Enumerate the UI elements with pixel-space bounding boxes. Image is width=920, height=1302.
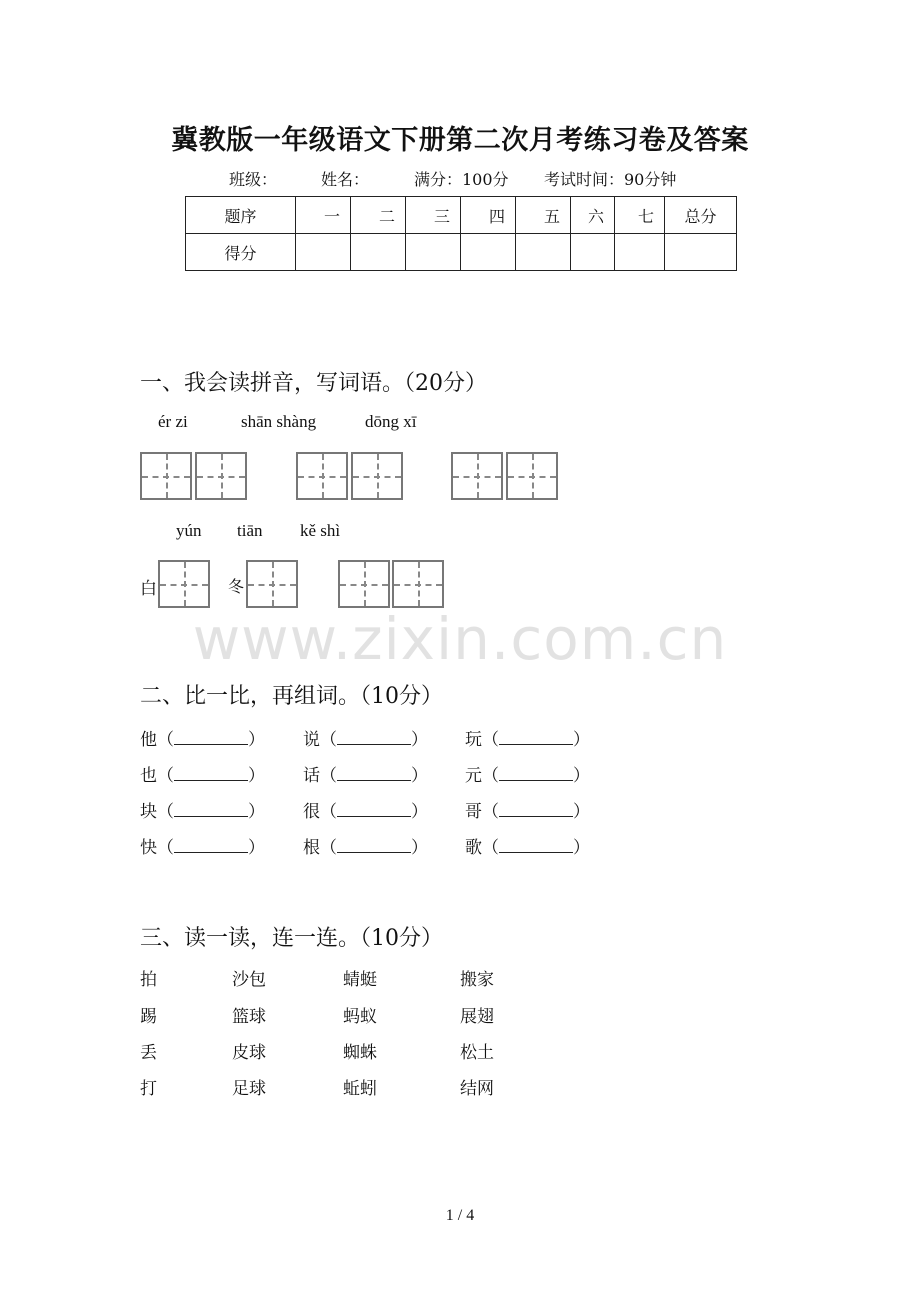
match-item[interactable]: 皮球: [232, 1043, 266, 1063]
score-cell[interactable]: [615, 234, 665, 271]
word-char: 元: [465, 766, 482, 786]
word-char: 也: [140, 766, 157, 786]
match-item[interactable]: 丢: [140, 1043, 157, 1063]
answer-blank[interactable]: [499, 766, 573, 781]
match-item[interactable]: 打: [140, 1079, 157, 1099]
score-header-cell: 六: [571, 197, 615, 234]
answer-blank[interactable]: [337, 730, 411, 745]
class-label: 班级：: [229, 170, 278, 189]
writing-box[interactable]: [140, 452, 192, 500]
name-label: 姓名：: [321, 170, 370, 189]
section2-heading: 二、比一比，再组词。（10分）: [140, 684, 443, 709]
writing-box[interactable]: [451, 452, 503, 500]
match-item[interactable]: 蚂蚁: [343, 1007, 377, 1027]
writing-box[interactable]: [338, 560, 390, 608]
answer-blank[interactable]: [499, 730, 573, 745]
score-cell[interactable]: [296, 234, 351, 271]
score-header-cell: 七: [615, 197, 665, 234]
score-row-label: 得分: [186, 234, 296, 271]
score-header-cell: 五: [516, 197, 571, 234]
word-char: 歌: [465, 838, 482, 858]
word-item: 块（ ）: [140, 802, 265, 822]
word-item: 他（ ）: [140, 730, 265, 750]
answer-blank[interactable]: [337, 766, 411, 781]
score-cell[interactable]: [516, 234, 571, 271]
given-character: 白: [140, 579, 157, 599]
word-item: 元（ ）: [465, 766, 590, 786]
word-item: 哥（ ）: [465, 802, 590, 822]
answer-blank[interactable]: [174, 802, 248, 817]
writing-box[interactable]: [351, 452, 403, 500]
word-char: 很: [303, 802, 320, 822]
word-item: 话（ ）: [303, 766, 428, 786]
answer-blank[interactable]: [337, 838, 411, 853]
word-char: 哥: [465, 802, 482, 822]
word-char: 说: [303, 730, 320, 750]
word-char: 根: [303, 838, 320, 858]
score-header-cell: 题序: [186, 197, 296, 234]
writing-box[interactable]: [246, 560, 298, 608]
word-item: 说（ ）: [303, 730, 428, 750]
score-header-cell: 一: [296, 197, 351, 234]
match-item[interactable]: 踢: [140, 1007, 157, 1027]
answer-blank[interactable]: [337, 802, 411, 817]
match-item[interactable]: 蚯蚓: [343, 1079, 377, 1099]
page-number: 1 / 4: [445, 1207, 475, 1224]
pinyin-label: kě shì: [300, 521, 341, 540]
writing-box[interactable]: [296, 452, 348, 500]
answer-blank[interactable]: [174, 730, 248, 745]
word-item: 快（ ）: [140, 838, 265, 858]
pinyin-label: ér zi: [158, 412, 188, 431]
pinyin-label: tiān: [237, 521, 263, 540]
pinyin-label: dōng xī: [365, 412, 417, 431]
writing-box[interactable]: [195, 452, 247, 500]
match-item[interactable]: 结网: [460, 1079, 494, 1099]
writing-box[interactable]: [392, 560, 444, 608]
answer-blank[interactable]: [174, 766, 248, 781]
match-item[interactable]: 蜻蜓: [343, 970, 377, 990]
section3-heading: 三、读一读，连一连。（10分）: [140, 926, 443, 951]
pinyin-label: shān shàng: [241, 412, 317, 431]
score-header-cell: 四: [461, 197, 516, 234]
full-score: 满分：100分: [414, 170, 509, 189]
match-item[interactable]: 拍: [140, 970, 157, 990]
score-header-cell: 三: [406, 197, 461, 234]
score-cell[interactable]: [571, 234, 615, 271]
given-character: 冬: [228, 577, 245, 596]
word-item: 玩（ ）: [465, 730, 590, 750]
score-cell[interactable]: [665, 234, 737, 271]
word-char: 他: [140, 730, 157, 750]
score-cell[interactable]: [406, 234, 461, 271]
match-item[interactable]: 松土: [460, 1043, 494, 1063]
pinyin-label: yún: [176, 521, 202, 540]
match-item[interactable]: 蜘蛛: [343, 1043, 377, 1063]
page-title: 冀教版一年级语文下册第二次月考练习卷及答案: [171, 125, 749, 156]
writing-box[interactable]: [158, 560, 210, 608]
answer-blank[interactable]: [499, 802, 573, 817]
exam-time: 考试时间：90分钟: [544, 170, 677, 189]
word-char: 话: [303, 766, 320, 786]
writing-box[interactable]: [506, 452, 558, 500]
answer-blank[interactable]: [499, 838, 573, 853]
match-item[interactable]: 足球: [232, 1079, 266, 1099]
word-item: 也（ ）: [140, 766, 265, 786]
score-table: [185, 196, 737, 271]
watermark: www.zixin.com.cn: [192, 605, 728, 673]
word-item: 根（ ）: [303, 838, 428, 858]
match-item[interactable]: 篮球: [232, 1007, 266, 1027]
score-header-cell: 二: [351, 197, 406, 234]
word-char: 快: [140, 838, 157, 858]
word-char: 块: [140, 802, 157, 822]
score-cell[interactable]: [461, 234, 516, 271]
score-table-score-row: [186, 234, 737, 271]
score-table-header-row: [186, 197, 737, 234]
match-item[interactable]: 搬家: [460, 970, 494, 990]
score-header-cell: 总分: [665, 197, 737, 234]
word-item: 歌（ ）: [465, 838, 590, 858]
word-item: 很（ ）: [303, 802, 428, 822]
score-cell[interactable]: [351, 234, 406, 271]
match-item[interactable]: 展翅: [460, 1007, 494, 1027]
answer-blank[interactable]: [174, 838, 248, 853]
match-item[interactable]: 沙包: [232, 970, 266, 990]
word-char: 玩: [465, 730, 482, 750]
section1-heading: 一、我会读拼音，写词语。（20分）: [140, 371, 487, 396]
